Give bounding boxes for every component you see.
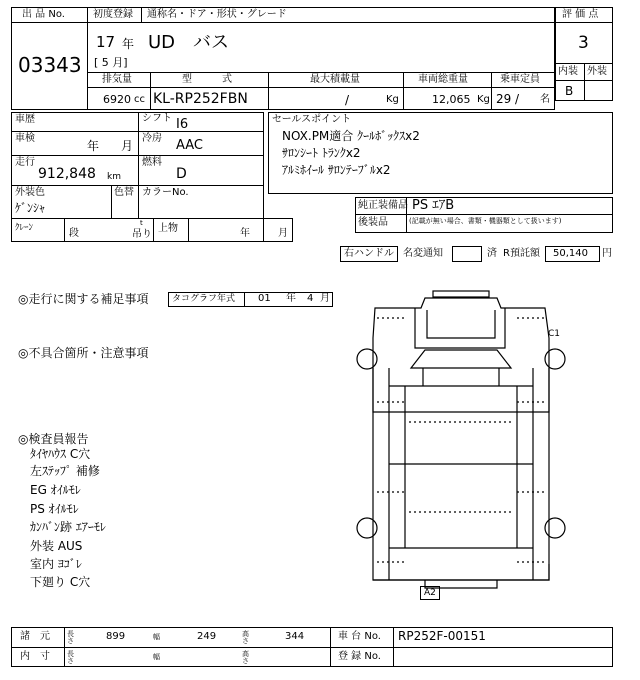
inner-height-label: 高さ (242, 650, 249, 665)
inspection-label: 車検 (15, 133, 35, 144)
crane-label: ｸﾚｰﾝ (15, 223, 34, 233)
lot-label: 出 品 No. (22, 9, 65, 20)
inspection-month-unit: 月 (121, 139, 134, 153)
inspector-line-8: 下廻り C穴 (30, 575, 91, 589)
ac-value: AAC (176, 138, 203, 153)
tacho-month-unit: 月 (320, 293, 330, 304)
tacho-year: 01 (258, 293, 271, 304)
height-value: 344 (285, 631, 305, 642)
lot-number: 03343 (18, 53, 82, 77)
reg-year: 17 (96, 33, 116, 51)
sales-label: セールスポイント (272, 114, 352, 125)
inspector-line-3: EG ｵｲﾙﾓﾚ (30, 483, 81, 497)
inspector-line-2: 左ｽﾃｯﾌﾟ 補修 (30, 464, 100, 478)
genuine-label: 純正装備品 (358, 200, 408, 211)
name-change-label: 名変通知 (403, 248, 443, 259)
genuine-value: PS ｴｱB (412, 198, 455, 213)
sales-line-3: ｱﾙﾐﾎｲｰﾙ ｻﾛﾝﾃｰﾌﾞﾙx2 (282, 163, 391, 177)
crane-stage: 段 (69, 228, 79, 239)
color-change-label: 色替 (114, 187, 134, 198)
color-number-label: カラーNo. (142, 187, 189, 198)
aftermarket-label: 後装品 (358, 217, 388, 228)
interior-grade: B (565, 84, 574, 98)
fuel-value: D (176, 166, 187, 182)
inspector-line-5: ｶﾝﾊﾞﾝ跡 ｴｱｰﾓﾚ (30, 520, 106, 534)
inspector-line-7: 室内 ﾖｺﾞﾚ (30, 557, 82, 571)
score-value: 3 (578, 33, 589, 53)
model-label: 型 式 (182, 74, 232, 85)
mount-month: 月 (278, 228, 288, 239)
interior-label: 内装 (558, 66, 578, 77)
shift-value: I6 (176, 117, 189, 132)
mileage-label: 走行 (15, 157, 35, 168)
inspector-line-6: 外装 AUS (30, 539, 83, 553)
recycle-unit: 円 (602, 248, 612, 259)
load-unit: Kg (386, 94, 399, 105)
sales-line-2: ｻﾛﾝｼｰﾄ ﾄﾗﾝｸx2 (282, 146, 361, 160)
crane-lift: 吊り (132, 229, 152, 240)
length-label: 長さ (67, 630, 74, 645)
capacity-label: 乗車定員 (500, 74, 540, 85)
gross-weight-unit: Kg (477, 94, 490, 105)
status-char: 済 (487, 248, 497, 259)
car-name: UD バス (148, 32, 230, 53)
name-label: 通称名・ドア・形状・グレード (147, 9, 287, 20)
chassis-label: 車 台 No. (338, 631, 381, 642)
tacho-year-unit: 年 (286, 293, 296, 304)
inspector-report-label: ◎検査員報告 (18, 432, 89, 446)
first-reg-label: 初度登録 (93, 9, 133, 20)
damage-mark-a2: A2 (424, 588, 436, 598)
inspection-year-unit: 年 (87, 139, 100, 153)
sales-line-1: NOX.PM適合 ｸｰﾙﾎﾞｯｸｽx2 (282, 129, 420, 143)
inner-width-label: 幅 (153, 653, 160, 661)
mount-year: 年 (240, 228, 250, 239)
rhd-label: 右ハンドル (344, 248, 394, 259)
mileage-unit: km (107, 172, 121, 182)
model-value: KL-RP252FBN (153, 91, 248, 107)
reg-no-label: 登 録 No. (338, 651, 381, 662)
damage-mark-c1: C1 (548, 329, 561, 339)
name-change-box (452, 246, 482, 262)
recycle-value: 50,140 (553, 248, 588, 259)
inspector-line-4: PS ｵｲﾙﾓﾚ (30, 502, 79, 516)
reg-year-unit: 年 (122, 37, 135, 51)
crane-ton: t (140, 219, 143, 227)
tacho-month: 4 (307, 293, 314, 304)
score-label: 評 価 点 (562, 9, 599, 20)
color-label: 外装色 (15, 187, 45, 198)
load-label: 最大積載量 (310, 74, 360, 85)
vehicle-diagram (345, 262, 605, 602)
capacity-value: 29 (496, 92, 512, 106)
width-label: 幅 (153, 633, 160, 641)
chassis-value: RP252F-00151 (398, 629, 486, 643)
reg-month: [ 5 月] (94, 56, 128, 69)
defect-notes-label: ◎不具合箇所・注意事項 (18, 346, 149, 360)
mileage-value: 912,848 (38, 166, 96, 182)
inspector-line-1: ﾀｲﾔﾊｳｽ C穴 (30, 447, 91, 461)
inner-dims-label: 内 寸 (20, 651, 50, 662)
gross-weight-label: 車両総重量 (418, 74, 468, 85)
exterior-label: 外装 (587, 66, 607, 77)
tacho-label: タコグラフ年式 (172, 294, 236, 304)
mount-label: 上物 (158, 223, 178, 234)
gross-weight-value: 12,065 (432, 93, 471, 106)
length-value: 899 (106, 631, 126, 642)
load-value: / (345, 93, 350, 107)
displacement-value: 6920 (103, 93, 131, 106)
odometer-label: R預託額 (503, 248, 540, 259)
width-value: 249 (197, 631, 217, 642)
fuel-label: 燃料 (142, 157, 162, 168)
ac-label: 冷房 (142, 133, 162, 144)
driving-notes-label: ◎走行に関する補足事項 (18, 292, 149, 306)
capacity-unit: 名 (540, 94, 550, 105)
height-label: 高さ (242, 630, 249, 645)
color-value: ｹﾞﾝｼｬ (15, 201, 46, 215)
dims-label: 諸 元 (20, 631, 50, 642)
displacement-unit: cc (134, 94, 145, 105)
history-label: 車歴 (15, 114, 35, 125)
aftermarket-note: (記載が無い場合、書類・機器類として扱います) (409, 217, 562, 225)
capacity-separator: / (515, 92, 520, 106)
displacement-label: 排気量 (102, 74, 132, 85)
shift-label: シフト (142, 113, 172, 124)
inner-length-label: 長さ (67, 650, 74, 665)
